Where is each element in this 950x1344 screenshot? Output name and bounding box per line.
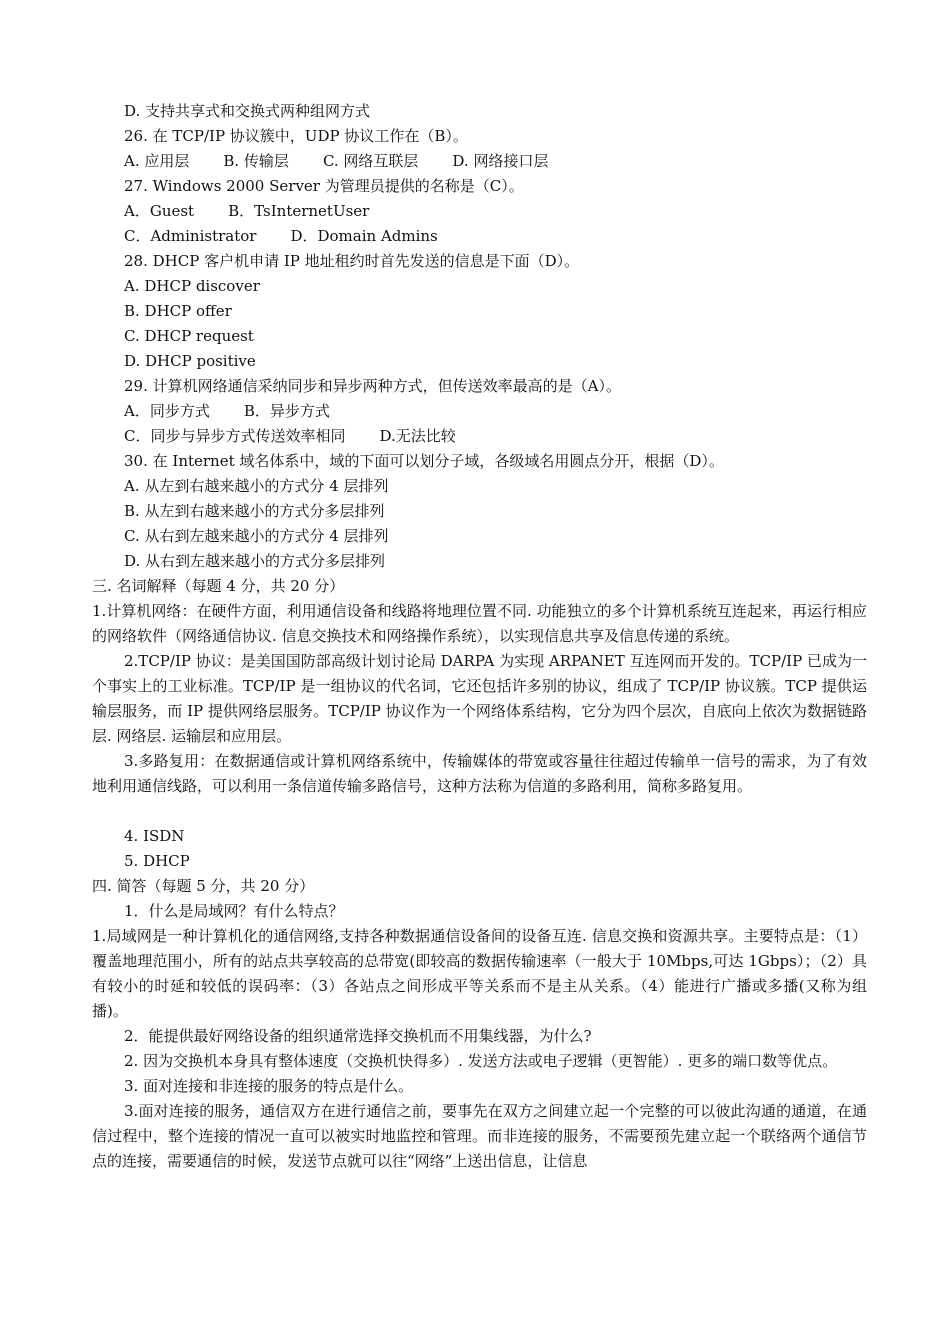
- option: B. 从左到右越来越小的方式分多层排列: [124, 502, 385, 520]
- option: B. DHCP offer: [124, 302, 232, 320]
- option: A．Guest: [124, 202, 195, 220]
- option: D. DHCP positive: [124, 352, 256, 370]
- option: A. 应用层: [124, 152, 190, 170]
- short-answer: 3.面对连接的服务，通信双方在进行通信之前，要事先在双方之间建立起一个完整的可以彼此沟通的通道，在通信过程中，整个连接的情况一直可以被实时地监控和管理。而非连接的服务，不需要预先建立起一个联络两个通信节点的连接，需要通信的时候，发送节点就可以往“网络”上送出信息，让信息: [92, 1102, 867, 1170]
- option: A. 从左到右越来越小的方式分 4 层排列: [124, 477, 389, 495]
- option: C．同步与异步方式传送效率相同: [124, 427, 346, 445]
- option: D. 从右到左越来越小的方式分多层排列: [124, 552, 386, 570]
- option: B．TsInternetUser: [228, 202, 370, 220]
- question-30: 30. 在 Internet 域名体系中，域的下面可以划分子域，各级域名用圆点分开，根据（D）。: [124, 452, 724, 470]
- term-item: 5. DHCP: [124, 852, 190, 870]
- question-29-options-row2: [92, 424, 867, 449]
- question-29: 29. 计算机网络通信采纳同步和异步两种方式，但传送效率最高的是（A）。: [124, 377, 621, 395]
- section-4-heading: 四. 简答（每题 5 分，共 20 分）: [92, 877, 315, 895]
- question-27: 27. Windows 2000 Server 为管理员提供的名称是（C）。: [124, 177, 524, 195]
- question-28: 28. DHCP 客户机申请 IP 地址租约时首先发送的信息是下面（D）。: [124, 252, 580, 270]
- option: A．同步方式: [124, 402, 210, 420]
- section-3-heading: 三. 名词解释（每题 4 分，共 20 分）: [92, 577, 345, 595]
- question-27-options-row1: [92, 199, 867, 224]
- option: C. DHCP request: [124, 327, 254, 345]
- option: C. 从右到左越来越小的方式分 4 层排列: [124, 527, 389, 545]
- short-answer: 2. 因为交换机本身具有整体速度（交换机快得多）. 发送方法或电子逻辑（更智能）. 更多的端口数等优点。: [124, 1052, 838, 1070]
- option: D．Domain Admins: [290, 227, 438, 245]
- short-question: 3. 面对连接和非连接的服务的特点是什么。: [124, 1077, 414, 1095]
- option: A. DHCP discover: [124, 277, 260, 295]
- short-question: 1．什么是局域网？有什么特点？: [124, 902, 344, 920]
- option: C．Administrator: [124, 227, 257, 245]
- term-definition: 1.计算机网络：在硬件方面，利用通信设备和线路将地理位置不同. 功能独立的多个计算机系统互连起来，再运行相应的网络软件（网络通信协议. 信息交换技术和网络操作系统），以实现信息共享及信息传递的系统。: [92, 602, 867, 645]
- question-27-options-row2: [92, 224, 867, 249]
- question-26-options: [92, 149, 867, 174]
- question-29-options-row1: [92, 399, 867, 424]
- blank-line: [92, 799, 867, 824]
- short-question: 2．能提供最好网络设备的组织通常选择交换机而不用集线器，为什么?: [124, 1027, 592, 1045]
- option: D.无法比较: [379, 427, 456, 445]
- short-answer: 1.局域网是一种计算机化的通信网络,支持各种数据通信设备间的设备互连. 信息交换和资源共享。主要特点是：（1）覆盖地理范围小，所有的站点共享较高的总带宽(即较高的数据传输速率（一般大于 10Mbps,可达 1Gbps）；（2）具有较小的时延和较低的误码率：（3）各站点之间形成平等关系而不是主从关系。（4）能进行广播或多播(又称为组播)。: [92, 927, 867, 1020]
- question-26: 26. 在 TCP/IP 协议簇中，UDP 协议工作在（B）。: [124, 127, 468, 145]
- term-item: 4. ISDN: [124, 827, 185, 845]
- document-body: [92, 99, 867, 1174]
- q25-option-d: D. 支持共享式和交换式两种组网方式: [124, 102, 371, 120]
- term-definition: 3.多路复用：在数据通信或计算机网络系统中，传输媒体的带宽或容量往往超过传输单一信号的需求，为了有效地利用通信线路，可以利用一条信道传输多路信号，这种方法称为信道的多路利用，简称多路复用。: [92, 752, 867, 795]
- term-definition: 2.TCP/IP 协议：是美国国防部高级计划讨论局 DARPA 为实现 ARPANET 互连网而开发的。TCP/IP 已成为一个事实上的工业标准。TCP/IP 是一组协议的代名词，它还包括许多别的协议，组成了 TCP/IP 协议簇。TCP 提供运输层服务，而 IP 提供网络层服务。TCP/IP 协议作为一个网络体系结构，它分为四个层次，自底向上依次为数据链路层. 网络层. 运输层和应用层。: [92, 652, 867, 745]
- option: D. 网络接口层: [452, 152, 549, 170]
- option: C. 网络互联层: [322, 152, 419, 170]
- option: B．异步方式: [243, 402, 330, 420]
- option: B. 传输层: [223, 152, 289, 170]
